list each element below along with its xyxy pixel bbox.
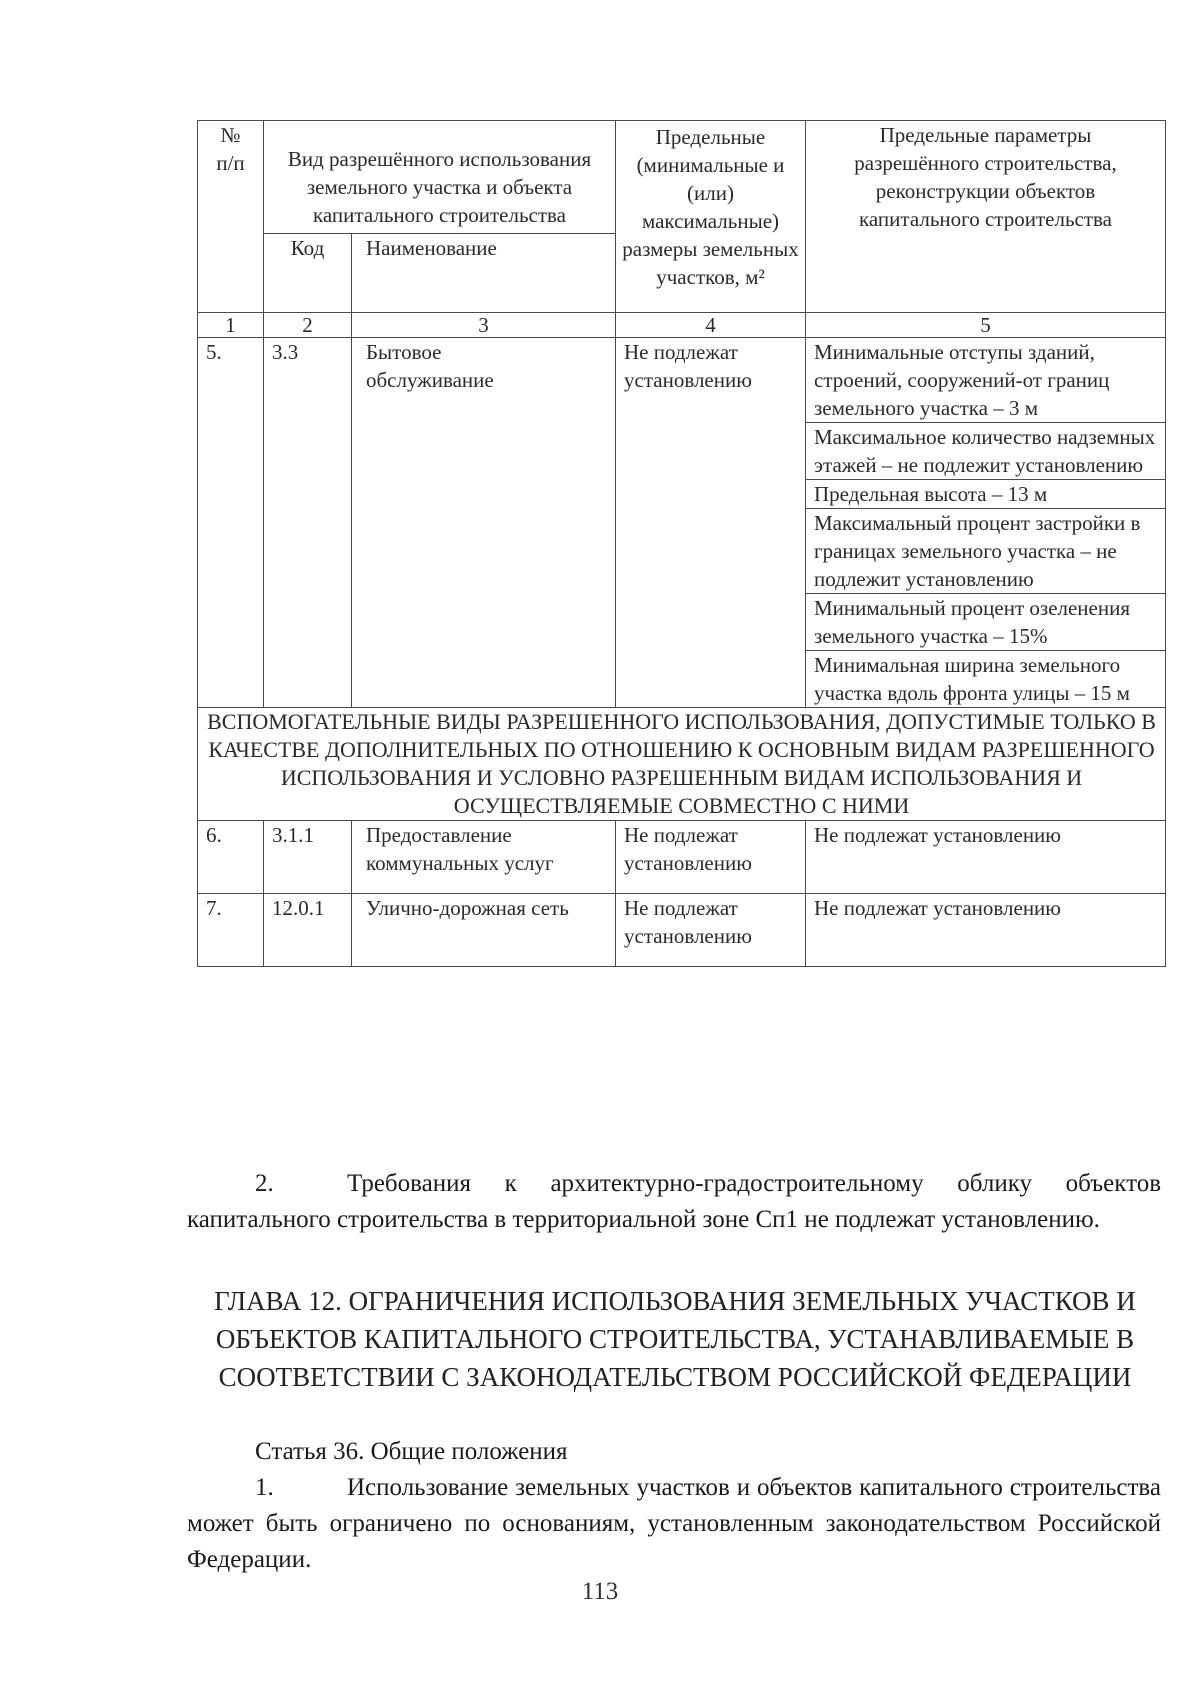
paragraph-2 [187, 1166, 1161, 1238]
row-num: 6. [198, 821, 264, 894]
column-number-row [198, 313, 1166, 338]
table-header-row [198, 121, 1166, 234]
row-param: Минимальная ширина земельного участка вдоль фронта улицы – 15 м [806, 651, 1166, 708]
row-param: Минимальный процент озеленения земельного участка – 15% [806, 594, 1166, 651]
row-code: 3.3 [264, 338, 352, 708]
paragraph-text: Требования к архитектурно-градостроительному облику объектов капитального строительства в территориальной зоне Сп1 не подлежат установлению. [187, 1170, 1161, 1233]
paragraph-1 [187, 1470, 1161, 1578]
paragraph-text: Использование земельных участков и объектов капитального строительства может быть ограничено по основаниям, установленным законодательством Российской Федерации. [187, 1474, 1161, 1573]
row-name: Предоставление коммунальных услуг [352, 821, 616, 894]
page-number: 113 [581, 1578, 619, 1605]
row-param: Максимальное количество надземных этажей – не подлежит установлению [806, 423, 1166, 480]
chapter-title: ГЛАВА 12. ОГРАНИЧЕНИЯ ИСПОЛЬЗОВАНИЯ ЗЕМЕЛЬНЫХ УЧАСТКОВ И ОБЪЕКТОВ КАПИТАЛЬНОГО СТРОИТЕЛЬСТВА, УСТАНАВЛИВАЕМЫЕ В СООТВЕТСТВИИ С ЗАКОНОДАТЕЛЬСТВОМ РОССИЙСКОЙ ФЕДЕРАЦИИ [214, 1286, 1136, 1392]
table-row [198, 338, 1166, 423]
row-num: 5. [198, 338, 264, 708]
article-title: Статья 36. Общие положения [255, 1438, 568, 1465]
header-num: № п/п [198, 121, 264, 313]
column-number: 3 [352, 313, 616, 338]
header-code: Код [264, 234, 352, 313]
section-title: ВСПОМОГАТЕЛЬНЫЕ ВИДЫ РАЗРЕШЕННОГО ИСПОЛЬЗОВАНИЯ, ДОПУСТИМЫЕ ТОЛЬКО В КАЧЕСТВЕ ДОПОЛНИТЕЛЬНЫХ ПО ОТНОШЕНИЮ К ОСНОВНЫМ ВИДАМ РАЗРЕШЕННОГО ИСПОЛЬЗОВАНИЯ И УСЛОВНО РАЗРЕШЕННЫМ ВИДАМ ИСПОЛЬЗОВАНИЯ И ОСУЩЕСТВЛЯЕМЫЕ СОВМЕСТНО С НИМИ [198, 708, 1166, 821]
row-param: Минимальные отступы зданий, строений, сооружений-от границ земельного участка – 3 м [806, 338, 1166, 423]
header-name: Наименование [352, 234, 616, 313]
row-code: 12.0.1 [264, 894, 352, 967]
paragraph-number: 2. [255, 1170, 274, 1197]
row-params: Не подлежат установлению [806, 821, 1166, 894]
row-name: Улично-дорожная сеть [352, 894, 616, 967]
table-row [198, 821, 1166, 894]
row-param: Максимальный процент застройки в границах земельного участка – не подлежит установлению [806, 509, 1166, 594]
column-number: 2 [264, 313, 352, 338]
column-number: 1 [198, 313, 264, 338]
paragraph-number: 1. [255, 1474, 274, 1501]
row-size: Не подлежат установлению [616, 894, 806, 967]
header-size: Предельные (минимальные и (или) максимальные) размеры земельных участков, м² [616, 121, 806, 313]
column-number: 4 [616, 313, 806, 338]
row-param: Предельная высота – 13 м [806, 480, 1166, 509]
header-params: Предельные параметры разрешённого строительства, реконструкции объектов капитального строительства [806, 121, 1166, 313]
row-params: Не подлежат установлению [806, 894, 1166, 967]
table-row [198, 894, 1166, 967]
section-row [198, 708, 1166, 821]
row-name: Бытовое обслуживание [352, 338, 616, 708]
header-kind: Вид разрешённого использования земельного участка и объекта капитального строительства [264, 121, 616, 234]
row-size: Не подлежат установлению [616, 338, 806, 708]
row-num: 7. [198, 894, 264, 967]
row-code: 3.1.1 [264, 821, 352, 894]
row-size: Не подлежат установлению [616, 821, 806, 894]
column-number: 5 [806, 313, 1166, 338]
land-use-table [197, 120, 1166, 967]
